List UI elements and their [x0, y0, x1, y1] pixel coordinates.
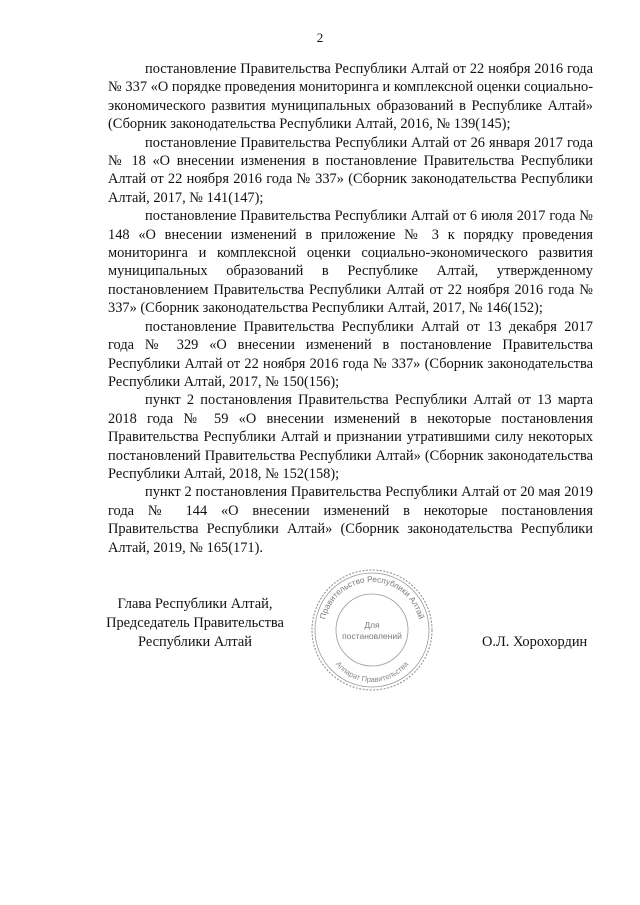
page-number: 2: [316, 30, 324, 45]
stamp-center-line: постановлений: [342, 631, 402, 641]
body-paragraph: пункт 2 постановления Правительства Республики Алтай от 13 марта 2018 года № 59 «О внесении изменений в некоторые постановления Правительства Республики Алтай и признании утратившими силу некоторых постановлений Правительства Республики Алтай» (Сборник законодательства Республики Алтай, 2018, № 152(158);: [108, 392, 593, 482]
signatory-title-line: Республики Алтай: [138, 634, 252, 650]
signatory-title: [90, 595, 300, 652]
stamp-ring-text: Правительство Республики Алтай: [318, 574, 426, 621]
official-stamp: [308, 566, 436, 694]
stamp-center-line: Для: [364, 620, 380, 630]
document-body: [108, 60, 593, 557]
body-paragraph: постановление Правительства Республики Алтай от 22 ноября 2016 года № 337 «О порядке проведения мониторинга и комплексной оценки социально-экономического развития муниципальных образований в Республике Алтай» (Сборник законодательства Республики Алтай, 2016, № 139(145);: [108, 61, 593, 133]
body-paragraph: пункт 2 постановления Правительства Республики Алтай от 20 мая 2019 года № 144 «О внесении изменений в некоторые постановления Правительства Республики Алтай» (Сборник законодательства Республики Алтай, 2019, № 165(171).: [108, 484, 593, 556]
body-paragraph: постановление Правительства Республики Алтай от 13 декабря 2017 года № 329 «О внесении изменений в постановление Правительства Республики Алтай от 22 ноября 2016 года № 337» (Сборник законодательства Республики Алтай, 2017, № 150(156);: [108, 318, 593, 390]
stamp-ring-text-bottom: Аппарат Правительства: [334, 659, 410, 685]
body-paragraph: постановление Правительства Республики Алтай от 6 июля 2017 года № 148 «О внесении изменений в приложение № 3 к порядку проведения мониторинга и комплексной оценки социально-экономического развития муниципальных образований в Республике Алтай, утвержденному постановлением Правительства Республики Алтай от 22 ноября 2016 года № 337» (Сборник законодательства Республики Алтай, 2017, № 146(152);: [108, 208, 593, 317]
body-paragraph: постановление Правительства Республики Алтай от 26 января 2017 года № 18 «О внесении изменения в постановление Правительства Республики Алтай от 22 ноября 2016 года № 337» (Сборник законодательства Республики Алтай, 2017, № 141(147);: [108, 134, 593, 206]
signatory-title-line: Глава Республики Алтай,: [117, 596, 273, 612]
signatory-name: О.Л. Хорохордин: [482, 634, 588, 650]
signatory-title-line: Председатель Правительства: [106, 615, 284, 631]
